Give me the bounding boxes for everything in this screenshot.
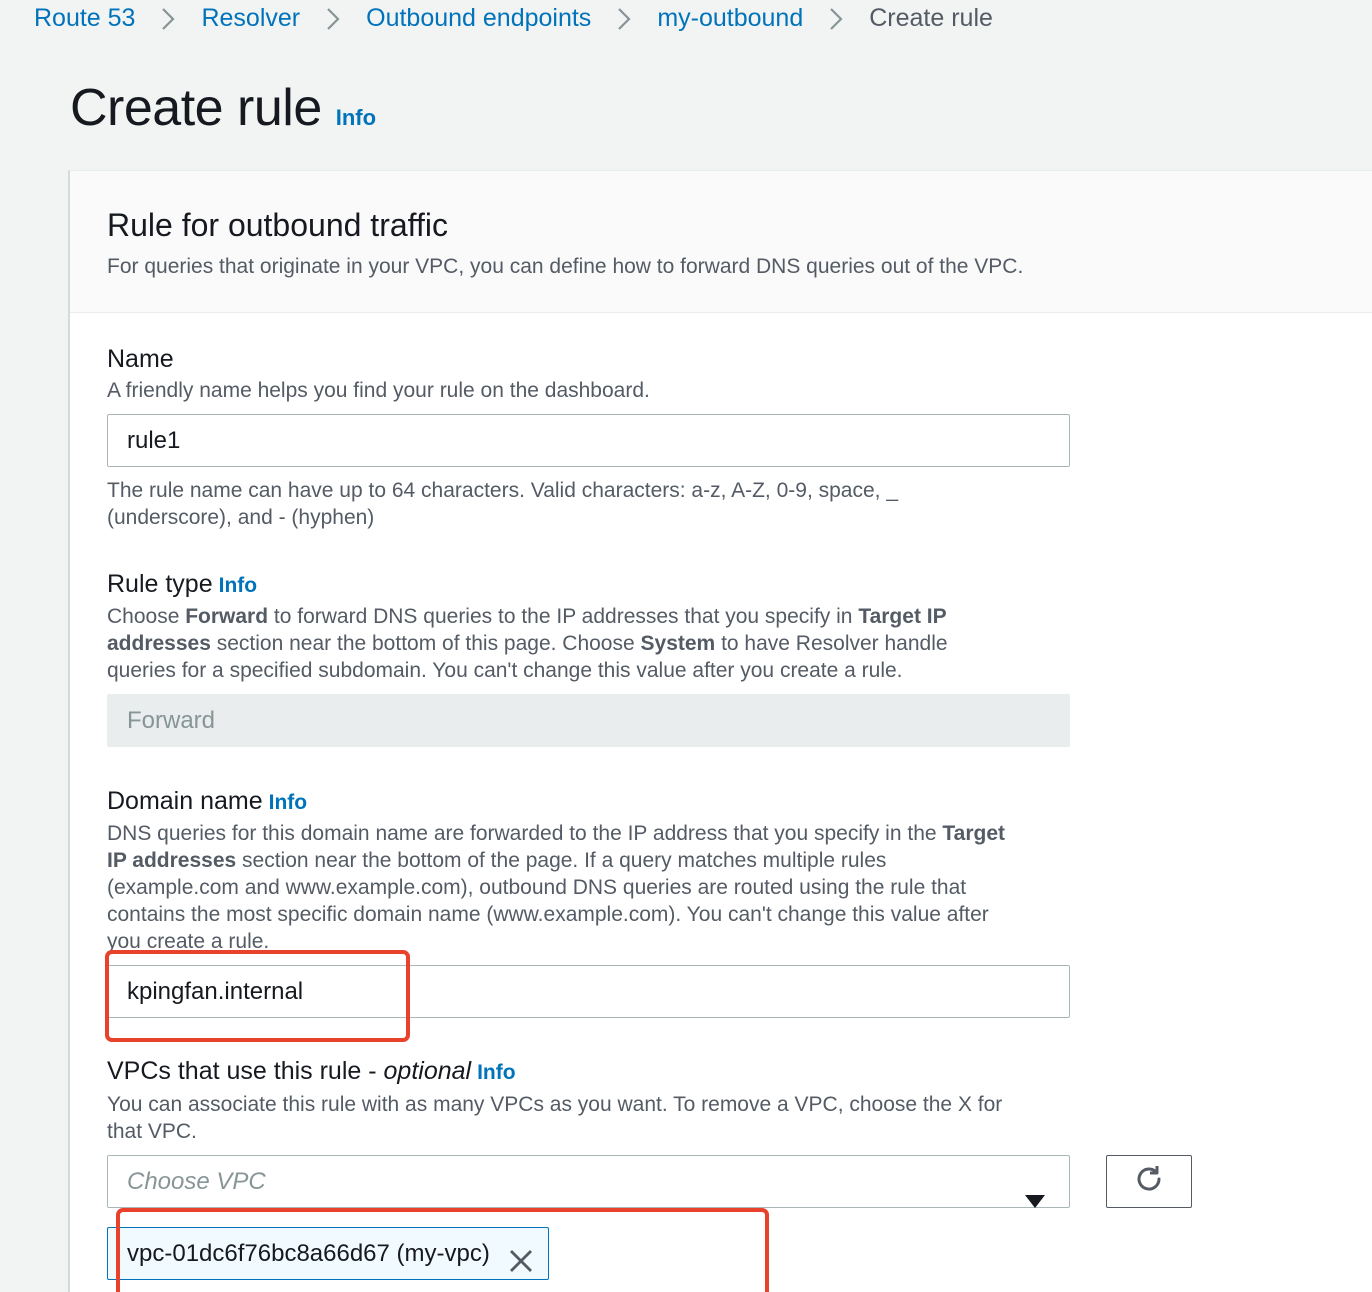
rule-panel <box>68 170 1372 1292</box>
page-info-link[interactable]: Info <box>335 105 377 130</box>
breadcrumb <box>34 2 993 34</box>
name-description: A friendly name helps you find your rule on the dashboard. <box>107 379 650 402</box>
chevron-right-icon <box>135 2 201 34</box>
breadcrumb-resolver[interactable]: Resolver <box>201 4 301 32</box>
vpcs-label <box>107 1055 516 1089</box>
domain-name-description: DNS queries for this domain name are forwarded to the IP address that you specify in the Target IP addresses section near the bottom of the page. If a query matches multiple rules (example.com and www.example.com), outbound DNS queries are routed using the rule that contains the most specific domain name (www.example.com). You can't change this value after you create a rule. <box>107 822 1006 953</box>
remove-vpc-icon[interactable] <box>508 1241 534 1292</box>
panel-description: For queries that originate in your VPC, you can define how to forward DNS queries out of the VPC. <box>107 255 1024 278</box>
page-title: Create rule <box>70 79 322 137</box>
vpc-token-label: vpc-01dc6f76bc8a66d67 (my-vpc) <box>127 1240 490 1267</box>
choose-vpc-select[interactable] <box>107 1155 1070 1208</box>
page-header <box>70 78 376 138</box>
breadcrumb-outbound-endpoints[interactable]: Outbound endpoints <box>366 4 592 32</box>
vpcs-description: You can associate this rule with as many VPCs as you want. To remove a VPC, choose the X for that VPC. <box>107 1093 1003 1143</box>
vpcs-info-link[interactable]: Info <box>477 1061 516 1084</box>
rule-type-info-link[interactable]: Info <box>218 574 258 597</box>
chevron-right-icon <box>803 2 869 34</box>
vpcs-optional-text: optional <box>383 1057 472 1085</box>
name-input[interactable]: rule1 <box>107 414 1070 467</box>
breadcrumb-my-outbound[interactable]: my-outbound <box>657 4 804 32</box>
panel-title: Rule for outbound traffic <box>107 207 448 243</box>
domain-name-info-link[interactable]: Info <box>268 791 308 814</box>
refresh-icon <box>1133 1163 1165 1200</box>
rule-type-description: Choose Forward to forward DNS queries to the IP addresses that you specify in Target IP addresses section near the bottom of this page. Choose System to have Resolver handle queries for a specified subdomain. You can't change this value after you create a rule. <box>107 605 948 682</box>
name-label-text: Name <box>107 345 174 373</box>
chevron-right-icon <box>591 2 657 34</box>
rule-type-label <box>107 568 257 602</box>
domain-name-input[interactable]: kpingfan.internal <box>107 965 1070 1018</box>
name-label <box>107 343 174 375</box>
domain-name-label <box>107 785 307 819</box>
caret-down-icon <box>1025 1175 1045 1226</box>
rule-type-label-text: Rule type <box>107 570 213 598</box>
choose-vpc-placeholder: Choose VPC <box>127 1168 266 1195</box>
breadcrumb-route53[interactable]: Route 53 <box>34 4 136 32</box>
refresh-vpcs-button[interactable] <box>1106 1155 1192 1208</box>
name-constraint: The rule name can have up to 64 characters. Valid characters: a-z, A-Z, 0-9, space, _ (underscore), and - (hyphen) <box>107 479 899 529</box>
vpc-token <box>107 1227 549 1280</box>
chevron-right-icon <box>300 2 366 34</box>
vpcs-label-text: VPCs that use this rule - <box>107 1057 384 1085</box>
domain-name-label-text: Domain name <box>107 787 263 815</box>
breadcrumb-current: Create rule <box>869 4 993 32</box>
panel-header <box>70 171 1372 313</box>
rule-type-field: Forward <box>107 694 1070 747</box>
